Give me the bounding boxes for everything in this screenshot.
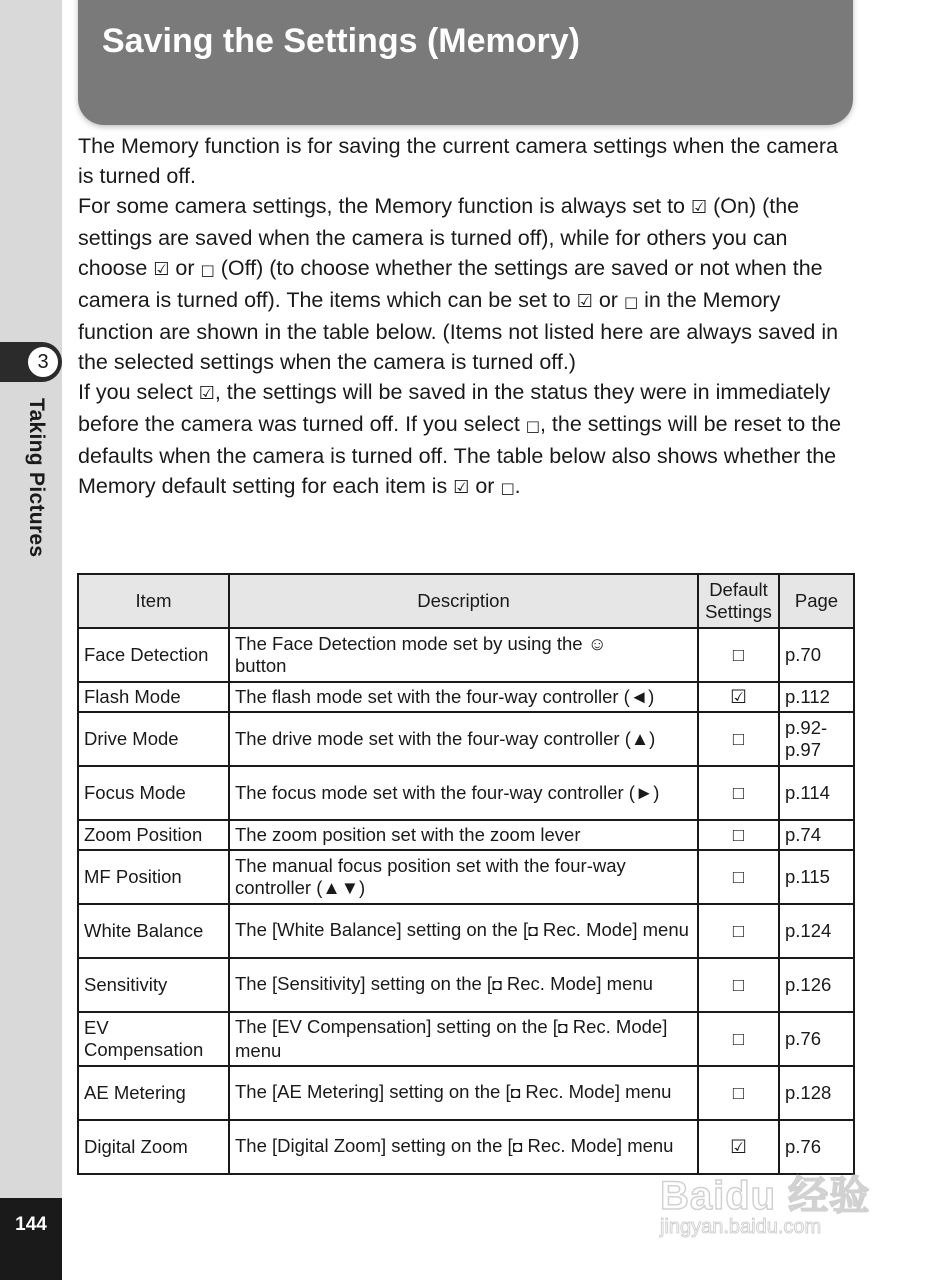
cell-description [229,1066,698,1120]
text-run: Rec. Mode] menu [501,973,653,994]
text-run: For some camera settings, the Memory function is always set to [78,194,691,218]
table-row [78,766,854,820]
table-row [78,958,854,1012]
intro-paragraph-1: The Memory function is for saving the current camera settings when the camera is turned off. [78,134,839,188]
cell-description [229,904,698,958]
cell-page: p.92-p.97 [779,712,854,766]
text-run: Rec. Mode] menu [520,1081,672,1102]
chapter-number: 3 [26,345,60,379]
table-row [78,682,854,712]
checkbox-on-icon: ☑ [690,197,708,218]
table-row [78,820,854,850]
cell-description [229,1120,698,1174]
camera-icon: ◘ [528,923,538,940]
memory-settings-table [77,573,855,1175]
cell-description: The zoom position set with the zoom lever [229,820,698,850]
cell-item: Focus Mode [78,766,229,820]
text-run: in the Memory function are shown in the table below. (Items not listed here are always saved in the selected settings when the camera is turned off.) [78,288,839,374]
checkbox-on-icon: ☑ [453,477,470,498]
cell-description: The manual focus position set with the four-way controller (▲▼) [229,850,698,904]
table-header-row [78,574,854,628]
header-default-line-1: Default [709,579,768,600]
text-run: The Face Detection mode set by using the [235,633,588,654]
text-run: or [592,288,624,312]
text-run: button [235,655,287,676]
checkbox-on-icon: ☑ [576,291,593,312]
watermark-logo: Baidu 经验 [660,1174,871,1218]
text-run: Rec. Mode] menu [522,1135,674,1156]
checkbox-on-icon: ☑ [153,259,170,280]
cell-item: Flash Mode [78,682,229,712]
header-item: Item [78,574,229,628]
cell-page: p.126 [779,958,854,1012]
cell-page: p.76 [779,1120,854,1174]
cell-page: p.124 [779,904,854,958]
cell-page: p.115 [779,850,854,904]
cell-item: Sensitivity [78,958,229,1012]
cell-default: ☑ [698,1120,779,1174]
title-bar [78,0,853,125]
intro-text [78,131,853,503]
checkbox-off-icon: □ [525,417,540,435]
checkbox-off-icon: □ [200,261,215,279]
cell-item: Face Detection [78,628,229,682]
cell-page: p.114 [779,766,854,820]
text-run: Rec. Mode] menu [537,919,689,940]
table-row [78,904,854,958]
watermark-url: jingyan.baidu.com [660,1216,822,1238]
camera-icon: ◘ [510,1085,521,1102]
cell-default: □ [698,766,779,820]
chapter-tab [0,342,62,382]
cell-description: The focus mode set with the four-way controller (►) [229,766,698,820]
header-default-settings [698,574,779,628]
cell-page: p.74 [779,820,854,850]
cell-default: □ [698,820,779,850]
text-run: If you select [78,380,199,404]
cell-description [229,628,698,682]
text-run: , the settings will be saved in the status they were in immediately before the camera was turned off. If you select [78,380,831,436]
cell-description: The flash mode set with the four-way controller (◄) [229,682,698,712]
table-row [78,1012,854,1066]
text-run: (Off) (to choose whether the settings are saved or not when the camera is turned off). The items which can be set to [78,256,823,312]
text-run: The [AE Metering] setting on the [ [235,1081,511,1102]
page-number-box [0,1198,62,1280]
cell-item: Zoom Position [78,820,229,850]
cell-page: p.128 [779,1066,854,1120]
text-run: or [169,256,201,280]
checkbox-off-icon: □ [623,293,639,311]
table-row [78,850,854,904]
intro-paragraph-2 [78,191,853,377]
chapter-label-text: Taking Pictures [25,398,48,558]
checkbox-off-icon: □ [500,479,515,497]
cell-default: □ [698,1066,779,1120]
text-run: , the settings will be reset to the defaults when the camera is turned off. The table below also shows whether the Memory default setting for each item is [78,412,842,498]
cell-page: p.70 [779,628,854,682]
text-run: The [EV Compensation] setting on the [ [235,1016,558,1037]
cell-item: Digital Zoom [78,1120,229,1174]
cell-default: ☑ [698,682,779,712]
cell-description: The drive mode set with the four-way controller (▲) [229,712,698,766]
header-page: Page [779,574,854,628]
table-row [78,1066,854,1120]
header-default-line-2: Settings [705,601,772,622]
cell-page: p.76 [779,1012,854,1066]
cell-default: □ [698,628,779,682]
camera-icon: ◘ [512,1139,523,1156]
intro-paragraph-3 [78,377,853,503]
cell-default: □ [698,958,779,1012]
text-run: or [469,474,501,498]
side-strip [0,0,62,1280]
text-run: Rec. Mode] menu [235,1016,668,1061]
cell-default: □ [698,1012,779,1066]
cell-default: □ [698,850,779,904]
cell-description [229,958,698,1012]
camera-icon: ◘ [557,1020,568,1037]
cell-description [229,1012,698,1066]
chapter-label [24,398,64,578]
cell-default: □ [698,712,779,766]
text-run: (On) (the settings are saved when the camera is turned off), while for others you can choose [78,194,800,280]
text-run: The [Sensitivity] setting on the [ [235,973,493,994]
table-row [78,628,854,682]
text-run: The [White Balance] setting on the [ [235,919,529,940]
camera-icon: ◘ [492,977,502,994]
text-run: . [514,474,521,498]
page-number: 144 [15,1214,47,1235]
face-detection-icon: ☺ [587,633,607,654]
cell-item: AE Metering [78,1066,229,1120]
table-row [78,1120,854,1174]
text-run: The [Digital Zoom] setting on the [ [235,1135,513,1156]
table-row [78,712,854,766]
checkbox-on-icon: ☑ [198,383,215,404]
cell-item: MF Position [78,850,229,904]
page-title: Saving the Settings (Memory) [102,22,580,60]
cell-item: EV Compensation [78,1012,229,1066]
header-description: Description [229,574,698,628]
cell-item: White Balance [78,904,229,958]
cell-item: Drive Mode [78,712,229,766]
cell-default: □ [698,904,779,958]
cell-page: p.112 [779,682,854,712]
